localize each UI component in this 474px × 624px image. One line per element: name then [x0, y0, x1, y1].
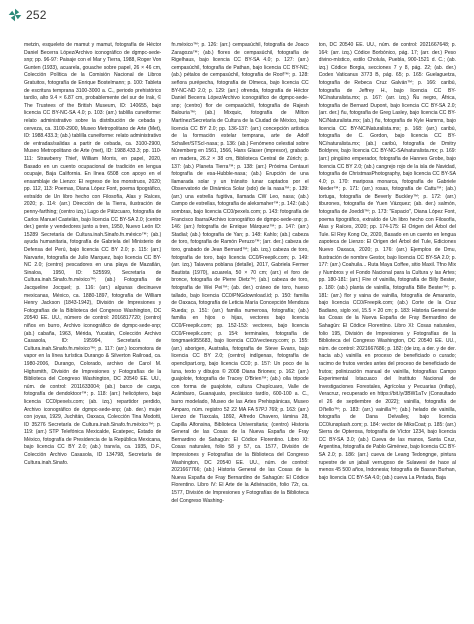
credits-columns — [24, 42, 456, 614]
credits-column-2 — [171, 42, 308, 614]
page-header — [8, 8, 47, 22]
pinwheel-icon — [8, 8, 22, 22]
credits-text: fn.méxico™; p. 126: (arr.) cempasúchil, fotografía de Joaco Zaragoza™; (ab.) flores de cempasúchil, fotografía de Rigelhaus, bajo licencia CC BY-SA 4.0; p. 127: (arr.) cempasúchil, fotografía de Pathan, bajo licencia CC BY-NC; (ab.) pétalos de cempasúchil, fotografía de Roof™; p. 128: señora purépecha, fotografía de Olmeca, bajo licencia CC BY-NC-ND 2.0; p. 129: (arr.) ofrenda, fotografía de Héctor Daniel Becerra López/Archivo iconográfico de dgmpc-sede-snp; (centro) flor de cempasúchil, fotografía de Rajesh Balouria™; (ab.) Mixquic, fotografía de Milton Martínez/Secretaría de Cultura de la Ciudad de México, bajo licencia CC BY 2.0; pp. 136-137: (arr.) concepción artística de la formación estelar temprana, arte de Adolf Schaller/STScI-nasa; p. 136: (ab.) Fenómeno celestial sobre Núremberg en 1561, 1566, Hans Glaser (impresor), grabado en madera, 26.2 × 38 cm, Biblioteca Central de Zúrich; p. 137: (ab.) Planeta Tierra™; p. 138: (arr.) Próxima Centauri fotografía de esa-Hubble-nasa; (ab.) Erupción de una llamarada solar y un tránsito lunar captados por el Observatorio de Dinámica Solar (sdo) de la nasa™; p. 139: (arr.) una estrella fugitiva, llamada CW Leo, nasa; (ab.) Campo de estrellas, fotografía de aleksmaher™; p. 142: (ab.) sombras, bajo licencia CC0/pexels.com; p. 143: fotografía de Francisco Ibarra/Archivo iconográfico de dgmpc-sede-snp; p. 146: (arr.) fotografía de Enrique Márquez™; p. 147: (arr.) Stadial; (ab.) fotografía de Yan; p. 148: Kahlo; (ab.) cabeza de toro, fotografía de Ramón Peruzo™; (arr. der.) cabeza de toro, grabado de Jean Bernard™; (ab. izq.) cabeza de toro, fotografía de toro, bajo licencia CC0/Freepik.com; p. 149: (arr. izq.) Talavera poblana (detalle), 2017, Gabriela Fermer Bautista (1970), acuarela, 50 × 70 cm; (arr.) el foro de bronce, fotografía de Pierre Dietz™; (ab.) cabeza de toro, fotografía de Wei Pei™; (ab. der.) cráneo de toro, hueso tallado, bajo licencia CC0/PNGdownload.id; p. 150: familia de Oaxaca, fotografía de Leticia María Concepción Mendoza Rueda; p. 151: (arr.) familia numerosa, fotografía; (ab.) familia en hijos o hijas, vectores bajo licencia CC0/Freepik.com; pp. 152-153: vectores, bajo licencia CC0/Freepik.com; p. 154: terminales, fotografía de tongmaek955683, bajo licencia CC0/vecteezy.com; p. 155: (arr.) aborigen, Australia, fotografía de Steve Evans, bajo licencia CC BY 2.0; (centro) indígenas, fotografía de openclipart.org, bajo licencia CC0; p. 157: Un poco de la luna, texto y dibujos © 2008 Diana Briones; p. 162: (arr.) guajolote, fotografía de Tracey O'Brien™; (ab.) olla tripode con forma de guajolote, cultura Chupícuaro, Valle de Acámbaro, Guanajuato, preclásico tardío, 600-100 a. C., barro modelado, Museo de las Artes Prehispánicas, Museo Amparo, núm. registro 52 22 MA FA 57PJ 769; p. 163: (arr.) Lienzo de Tlaxcala, 1892, Alfredo Chavero, lámina 28, Capilla Alfonsina, Biblioteca Universitaria; (centro) Historia General de las Cosas de la Nueva España de Fray Bernardino de Sahagún: El Códice Florentino. Libro XI: Cosas naturales, folio 58 y 57, ca. 1577, División de Impresiones y Fotografías de la Biblioteca del Congreso Washington, DC 20540 EE. UU., núm. de control: 2021667766; (ab.) Historia General de las Cosas de la Nueva España de Fray Bernardino de Sahagún: El Códice Florentino. Libro IV: El Arte de la Adivinación, folio 72r, ca. 1577, División de Impresiones y Fotografías de la Biblioteca del Congreso Washing- — [171, 42, 309, 504]
credits-column-3 — [319, 42, 456, 614]
credits-text: ton, DC 20540 EE. UU., núm. de control: 2021667648; p. 164: (arr. izq.) Códice Borbónico, pág. 17; (arr. der.) Peso divino-místico, estilo Cholula, Puebla, 900-1521 d. C.; (ab. izq.) Códice Borgia, secciones 7 y 8, pág. 22; (ab. der.) Codex Vaticanus 3773 B, pág. 65; p. 165: Guelaguetza, fotografía de Rebeca Cruz Galván™; p. 166: caribú, fotografía de Jeffrey H., bajo licencia CC BY-NC/naturalista.mx; p. 167: (arr. izq.) Ñu negro, África, fotografía de Bernard Dupont, bajo licencia CC BY-SA 2.0; (arr. der.) ñu, fotografía de Greg Lasley, bajo licencia CC BY-NC/Naturalista.mx; (ab.) ñu, fotografía de Kyle Hamrns, bajo licencia CC BY-NC/Naturalista.mx; p. 168: (arr.) caribú, fotografía de C. Gordon, bajo licencia CC BY-NC/naturalista.mx; (ab.) caribú, fotografía de Dmitry Boldyrev, bajo licencia CC BY-NC-SA/naturalista.mx; p. 169: (arr.) pingüino emperador, fotografía de Hannes Grobe, bajo licencia CC BY 2.0; (ab.) cangrejo rojo de la isla de Navidad, fotografía de ChristmasPhotography, bajo licencia CC BY-SA 4.0; p. 170: mariposa monarca, fotografía de Gabriele Nieder™; p. 171: (arr.) rosas, fotografía de Cattu™; (ab.) tortuga, fotografía de Beverly Buckley™; p. 172: (arr.) tiburones, fotografía de Yuen Vázquez; (ab. der.) salmón, fotografía de Joeddi™; p. 173: "Espacio", Diana López Font, poema tipográfico, extraído de Un libro hecho con Filosofía, Alas y Raíces, 2020; pp. 174-175: El Origen del Árbol del Tule. El Rey Kong Oz, 2020, Basado en un cuento en lengua zapoteca de Lienzo: El Origen del Árbol del Tule, Ediciones Nuevo Oaxaca, 2020; p. 176: (arr.) Ejemplos de Dmu, Ilustración de nombre Gestor, bajo licencia CC BY-SA 2.0; p. 177: (arr.) Coahuila... Ruta Maya Coffee, sitio Maxil. Tfno Mix y Numbros y el Fondo Nacional para la Cultura y las Artes; pp. 180-181: (arr.) Fire of vainilla, fotografía de Billy Bester, p. 180: (ab.) planta de vainilla, fotografía Bille Bester™; p. 181: (arr.) flor y vaina de vainilla, fotografía de Amaranto, bajo licencia CC0/Freepik.com; (ab.) Corte de la Cruz Badiano, siglo xvi, 15.5 × 20 cm; p. 183: Historia General de las Cosas de la Nueva España de Fray Bernardino de Sahagún: El Códice Florentino. Libro XI: Cosas naturales, folio 195, División de Impresiones y Fotografías de la Biblioteca del Congreso Washington, DC 20540 EE. UU., núm. de control: 2021667686; p. 182: (de izq. a der. y de der. hacia ab.) vainilla en proceso de beneficiado o curado; racimo de frutos verdes antes del proceso de beneficiado de frutos; polinización manual de vainilla, fotografías Campo Experimental Ixtacuaco del Instituto Nacional de Investigaciones Forestales, Agrícolas y Pecuarias (inifap), Veracruz, recuperado en https://bit.ly/3BW1aTv (Consultado el 26 de septiembre de 2022); vainilla, fotografía de Ol'tello™; p. 183: (arr.) vainilla™; (ab.) helado de vainilla, fotografía de Dana Delvalley, bajo licencia CC0/unsplash.com; p. 184: vector de MiksCoat; p. 185: (arr.) Sierra de Opterosa, fotografía de Víctor 1234, bajo licencia CC BY-SA 3.0; (ab.) Cueva de las manos, Santa Cruz, Argentina, fotografía de Pablo Giménez, bajo licencia CC BY-SA 2.0; p. 186: (arr.) cueva de Leang Tedongnge, pintura rupestre de un jabalí verrugoso de Sulawesi de hace al menos 45 500 años, Indonesia; fotografía de Basran Burhan, bajo licencia CC BY-SA 4.0; (ab.) cueva La Pintada, Baja — [318, 42, 456, 481]
credits-column-1 — [24, 42, 161, 614]
credits-text: metzin, esqueleto de mamut y mamut, fotografía de Héctor Daniel Becerra López/Archivo iconográfico de dgmpc-sede-snp; pp. 96-97: Paisaje con el Mar y Tierra, 1988, Roger Von Gunten (1933), acuarela, gouache sobre papel, 26 × 46 cm, Colección Política de la Comisión Nacional de Libros Gratuitos, fotografía de Enrique Bostelmann; p. 100: Tableta de escritura temprana 3100-3000 a. C., periodo prehistórico tardío, alto 9.4 × 6.87 cm, probablemente del sur de Irak, © The Trustees of the British Museum, ID: 140655, bajo licencia CC BY-NC-SA 4.0; p. 103: (arr.) tablilla cuneiforme: relato administrativo sobre la distribución de cebada y cerveza, ca. 3100-2900, Museo Metropolitano de Arte (Met), ID: 1988.433.3; (ab.) tablilla cuneiforme: relato administrativo de entradas/salidas a partir de cebada, ca. 3100-2900, Museo Metropolitano de Arte (met), ID: 1988.433.3; pp. 110-111: Strawberry Thief, William Morris, en papel, 2020, Basado en un cuento ocupacional de tradición en lengua ocupaje, Baja California. En línea 6508 con apoyo en el ensamblaje de Lienzo: El regreso de los monstruos, 2020; pp. 112, 113: Poemas, Diana López Font, poema tipográfico, extraído de Un libro hecho con Filosofía, Alas y Raíces, 2020; p. 114: (arr.) Dirección de la Tierra, ilustración de penny-farthing; (centro izq.) Lago de Pátzcuaro, fotografía de Carlos Manuel Castelán, bajo licencia CC BY-SA 2.0; (centro der.) gente y vendedores junto a tren, 1950, Nuevo León ID: 15289 Secretaría de Cultura.inah.Sinafo.fn.méxico™; (ab.) ayuda humanitaria, fotografía de Gabriela del Ministerio de Defensa del Perú, bajo licencia CC BY 2.0; p. 115: (arr.) Narvarte, fotografía de Julio Marquez, bajo licencia CC BY-NC 2.0; (centro) pescadores en una playa de Mazatlán, Sinaloa, 1950, ID: 525599, Secretaría de Cultura.inah.Sinafo.fn.méxico™; (ab.) Fotografía de Jacqueline Jocquel; p. 116: (arr.) algunas diecinueve mexicanas, México, ca. 1880-1897, fotografía de William Henry Jackson (1843-1942), División de Impresiones y Fotografías de la Biblioteca del Congreso Washington, DC 20540 EE. UU., número de control: 2016817720; (centro) niños en burro, Archivo iconográfico de dgmpc-sede-snp; (ab.) cabaña, 1963, Mérida, Yucatán, Colección Archivo Casasola, ID: 195994, Secretaría de Cultura.inah.Sinafo.fn.méxico™; p. 117: (arr.) locomotora de vapor en la línea turística Durango & Silverton Railroad, ca. 1980-2006, Durango, Colorado, archivo de Carol M. Highsmith, División de Impresiones y Fotografías de la Biblioteca del Congreso Washington, DC 20540 EE. UU., núm. de control: 2011633004; (ab.) barco de carga, fotografía de dendoktoor™; p. 118: (arr.) helicóptero, bajo licencia CC0/pexels.com; (ab. izq.) repartidor perdido, Archivo iconográfico de dgmpc-sede-snp; (ab. der.) mujer con joyas, 1929, Juchitán, Oaxaca, Colección Tina Modotti, ID 35276 Secretaría de Cultura.inah.Sinafo.fn.méxico™; p. 119: (arr.) STP Telefónica Mexicalde, Ecatepec, Estado de México, fotografía de Presidencia de la República Mexicana, bajo licencia CC BY 2.0; (ab.) tranvía, ca. 1935, D.F., Colección Archivo Casasola, ID 134798, Secretaría de Cultura.inah.Sinafo. — [24, 42, 162, 466]
page-number: 252 — [26, 8, 47, 22]
